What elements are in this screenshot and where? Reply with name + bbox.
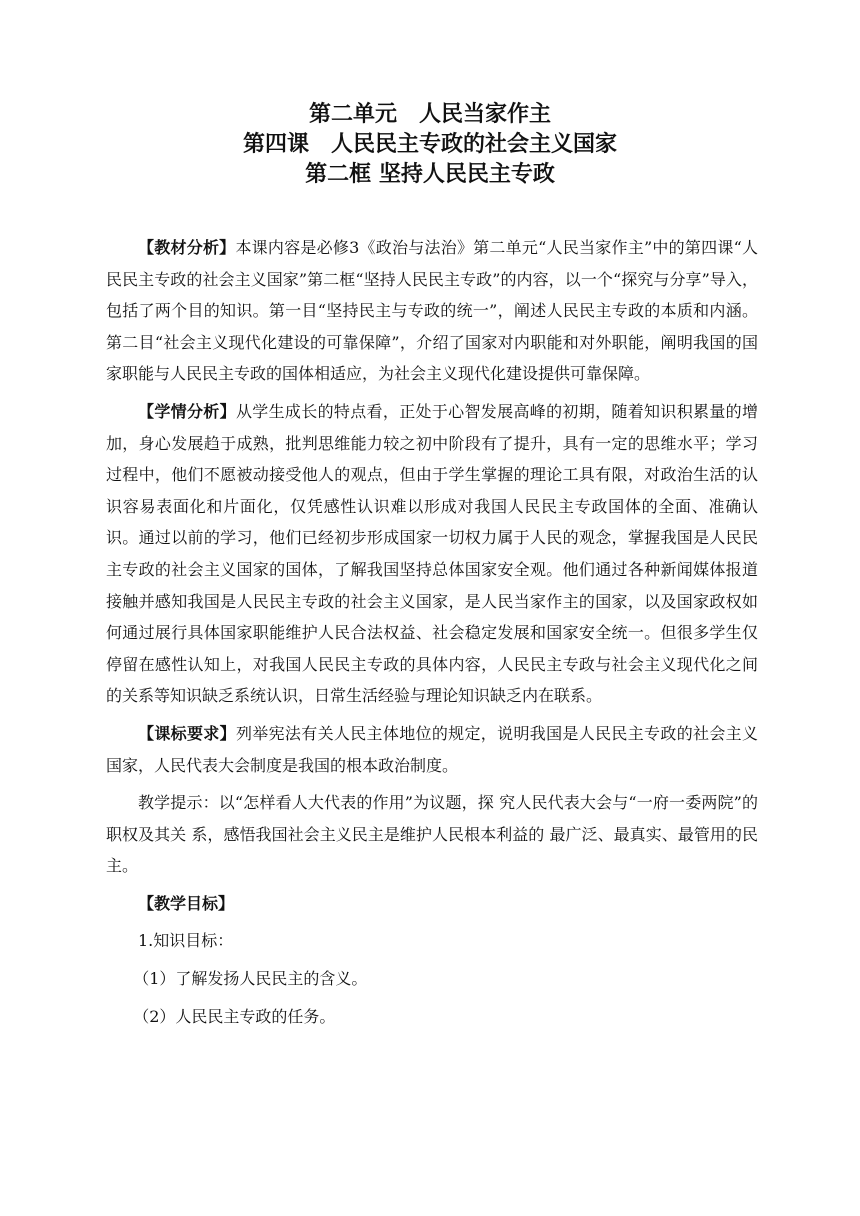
student-analysis-paragraph [106, 396, 758, 712]
section-title: 第二框 坚持人民民主专政 [305, 162, 555, 187]
document-header [0, 100, 860, 190]
teaching-hint-paragraph [106, 787, 758, 882]
teaching-goals-heading [106, 888, 758, 920]
knowledge-goals-heading [106, 925, 758, 957]
teaching-goals-label: 【教学目标】 [138, 893, 235, 913]
knowledge-goals-label: 1.知识目标： [138, 931, 234, 951]
textbook-analysis-text: 本课内容是必修3《政治与法治》第二单元“人民当家作主”中的第四课“人民民主专政的社会主义国家”第二框“坚持人民民主专政”的内容，以一个“探究与分享”导入，包括了两个目的知识。第一目“坚持民主与专政的统一”，阐述人民民主专政的本质和内涵。第二目“社会主义现代化建设的可靠保障”，介绍了国家对内职能和对外职能，阐明我国的国家职能与人民民主专政的国体相适应，为社会主义现代化建设提供可靠保障。 [106, 238, 758, 384]
teaching-hint-text: 教学提示：以“怎样看人大代表的作用”为议题，探 究人民代表大会与“一府一委两院”的职权及其关 系，感悟我国社会主义民主是维护人民根本利益的 最广泛、最真实、最管用的民主。 [106, 793, 758, 876]
goal-item-1: （1）了解发扬人民民主的含义。 [133, 969, 368, 989]
curriculum-requirements-label: 【课标要求】 [138, 723, 236, 743]
curriculum-requirements-paragraph [106, 718, 758, 781]
unit-title: 第二单元 人民当家作主 [308, 102, 551, 127]
textbook-analysis-paragraph [106, 232, 758, 390]
student-analysis-text: 从学生成长的特点看，正处于心智发展高峰的初期，随着知识积累量的增加，身心发展趋于成熟，批判思维能力较之初中阶段有了提升，具有一定的思维水平；学习过程中，他们不愿被动接受他人的观点，但由于学生掌握的理论工具有限，对政治生活的认识容易表面化和片面化，仅凭感性认识难以形成对我国人民民主专政国体的全面、准确认识。通过以前的学习，他们已经初步形成国家一切权力属于人民的观念，掌握我国是人民民主专政的社会主义国家的国体，了解我国坚持总体国家安全观。他们通过各种新闻媒体报道接触并感知我国是人民民主专政的社会主义国家，是人民当家作主的国家，以及国家政权如何通过展行具体国家职能维护人民合法权益、社会稳定发展和国家安全统一。但很多学生仅停留在感性认知上，对我国人民民主专政的具体内容，人民民主专政与社会主义现代化之间的关系等知识缺乏系统认识，日常生活经验与理论知识缺乏内在联系。 [106, 401, 758, 706]
student-analysis-label: 【学情分析】 [138, 401, 236, 421]
curriculum-requirements-text: 列举宪法有关人民主体地位的规定，说明我国是人民民主专政的社会主义国家，人民代表大会制度是我国的根本政治制度。 [106, 723, 758, 775]
document-body [106, 232, 758, 1038]
textbook-analysis-label: 【教材分析】 [138, 238, 236, 257]
goal-item-2: （2）人民民主专政的任务。 [133, 1006, 336, 1026]
list-item [106, 1001, 758, 1033]
list-item [106, 963, 758, 995]
lesson-title: 第四课 人民民主专政的社会主义国家 [242, 132, 617, 157]
